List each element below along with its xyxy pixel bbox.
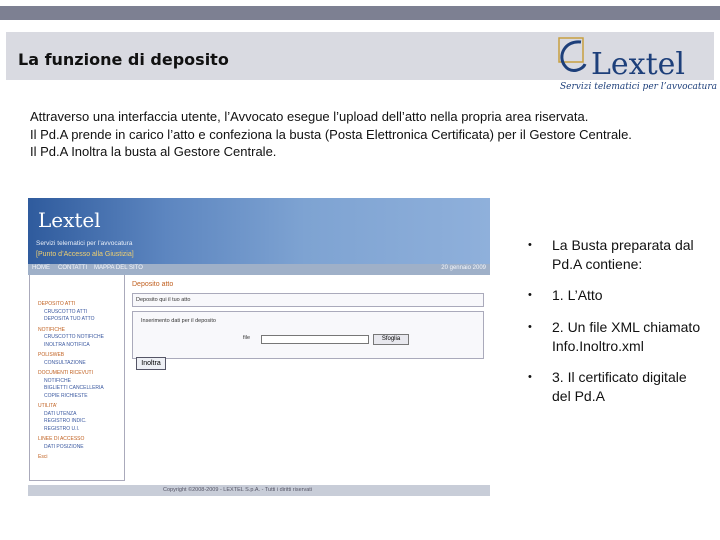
screenshot-subtitle: Servizi telematici per l’avvocatura: [36, 240, 133, 247]
intro-paragraph-3: Il Pd.A Inoltra la busta al Gestore Centrale.: [30, 144, 277, 159]
sidebar-section-heading: LINEE DI ACCESSO: [38, 436, 85, 442]
screenshot-nav-bar: [28, 264, 490, 275]
bullet-icon: •: [528, 371, 532, 383]
bullet-icon: •: [528, 289, 532, 301]
sidebar-menu-link[interactable]: BIGLIETTI CANCELLERIA: [44, 385, 104, 391]
top-decorative-band: [0, 6, 720, 20]
sidebar-section-heading: DEPOSITO ATTI: [38, 301, 76, 307]
sidebar-menu-link[interactable]: CONSULTAZIONE: [44, 359, 86, 366]
nav-home[interactable]: HOME: [32, 265, 50, 271]
intro-text: [30, 108, 698, 161]
bullet-icon: •: [528, 239, 532, 251]
screenshot-date: 20 gennaio 2009: [441, 265, 486, 271]
sidebar-section-heading: Esci: [38, 454, 48, 460]
intro-paragraph-2: Il Pd.A prende in carico l’atto e confeziona la busta (Posta Elettronica Certificata) per il Gestore Centrale.: [30, 126, 632, 142]
slide-title: La funzione di deposito: [18, 50, 229, 69]
nav-contatti[interactable]: CONTATTI: [58, 265, 88, 271]
file-input[interactable]: [261, 335, 369, 344]
lextel-web-screenshot: [28, 198, 490, 496]
sidebar-section-heading: NOTIFICHE: [38, 326, 65, 333]
sidebar-section-heading: UTILITA': [38, 403, 58, 409]
screenshot-copyright: Copyright ©2008-2009 - LEXTEL S.p.A. - Tutti i diritti riservati: [163, 487, 313, 493]
svg-text:Lextel: Lextel: [591, 47, 685, 82]
sidebar-menu-link[interactable]: CRUSCOTTO NOTIFICHE: [44, 334, 104, 340]
screenshot-footer: [28, 485, 490, 496]
upload-box-label: Deposito qui il tuo atto: [136, 297, 191, 303]
intro-paragraph-1: Attraverso una interfaccia utente, l’Avvocato esegue l’upload dell’atto nella propria area riservata.: [30, 109, 589, 124]
file-field-label: file: [243, 335, 251, 341]
lextel-logo-graphic: [553, 34, 715, 84]
bullet-item: [528, 236, 708, 274]
bullet-item: [528, 286, 708, 305]
sidebar-menu-link[interactable]: REGISTRO INDIC.: [44, 418, 87, 424]
sidebar-menu-link[interactable]: REGISTRO U.I.: [44, 425, 80, 432]
envelope-contents-list: [528, 236, 708, 406]
screenshot-upload-box: [132, 293, 484, 307]
bullet-text: La Busta preparata dal Pd.A contiene:: [552, 237, 694, 272]
sidebar-menu-link[interactable]: DATI UTENZA: [44, 410, 77, 417]
sidebar-menu-link[interactable]: DATI POSIZIONE: [44, 443, 84, 450]
logo-tagline: Servizi telematici per l’avvocatura: [560, 82, 717, 92]
browse-button[interactable]: Sfoglia: [373, 334, 409, 345]
screenshot-page-title: Deposito atto: [132, 281, 174, 288]
inoltra-button[interactable]: Inoltra: [136, 357, 166, 370]
sidebar-menu-link[interactable]: DEPOSITA TUO ATTO: [44, 316, 95, 322]
bullet-item: [528, 318, 708, 356]
bullet-text: 1. L’Atto: [552, 287, 603, 303]
sidebar-menu-link[interactable]: COPIE RICHIESTE: [44, 392, 88, 399]
bullet-item: [528, 368, 708, 406]
screenshot-deposit-form: [132, 311, 484, 359]
sidebar-section-heading: DOCUMENTI RICEVUTI: [38, 370, 93, 376]
deposit-form-label: Inserimento dati per il deposito: [141, 318, 216, 324]
sidebar-menu-link[interactable]: CRUSCOTTO ATTI: [44, 308, 88, 315]
bullet-text: 2. Un file XML chiamato Info.Inoltro.xml: [552, 319, 701, 354]
sidebar-menu-link[interactable]: INOLTRA NOTIFICA: [44, 341, 90, 348]
nav-mappa-del-sito[interactable]: MAPPA DEL SITO: [94, 265, 143, 271]
sidebar-section-heading: POLISWEB: [38, 352, 65, 358]
bullet-text: 3. Il certificato digitale del Pd.A: [552, 369, 687, 404]
bullet-icon: •: [528, 321, 532, 333]
screenshot-sidebar: [29, 275, 125, 481]
sidebar-menu-link[interactable]: NOTIFICHE: [44, 377, 71, 384]
screenshot-logo: Lextel: [38, 208, 101, 232]
screenshot-access-point: [Punto d’Accesso alla Giustizia]: [36, 251, 134, 258]
